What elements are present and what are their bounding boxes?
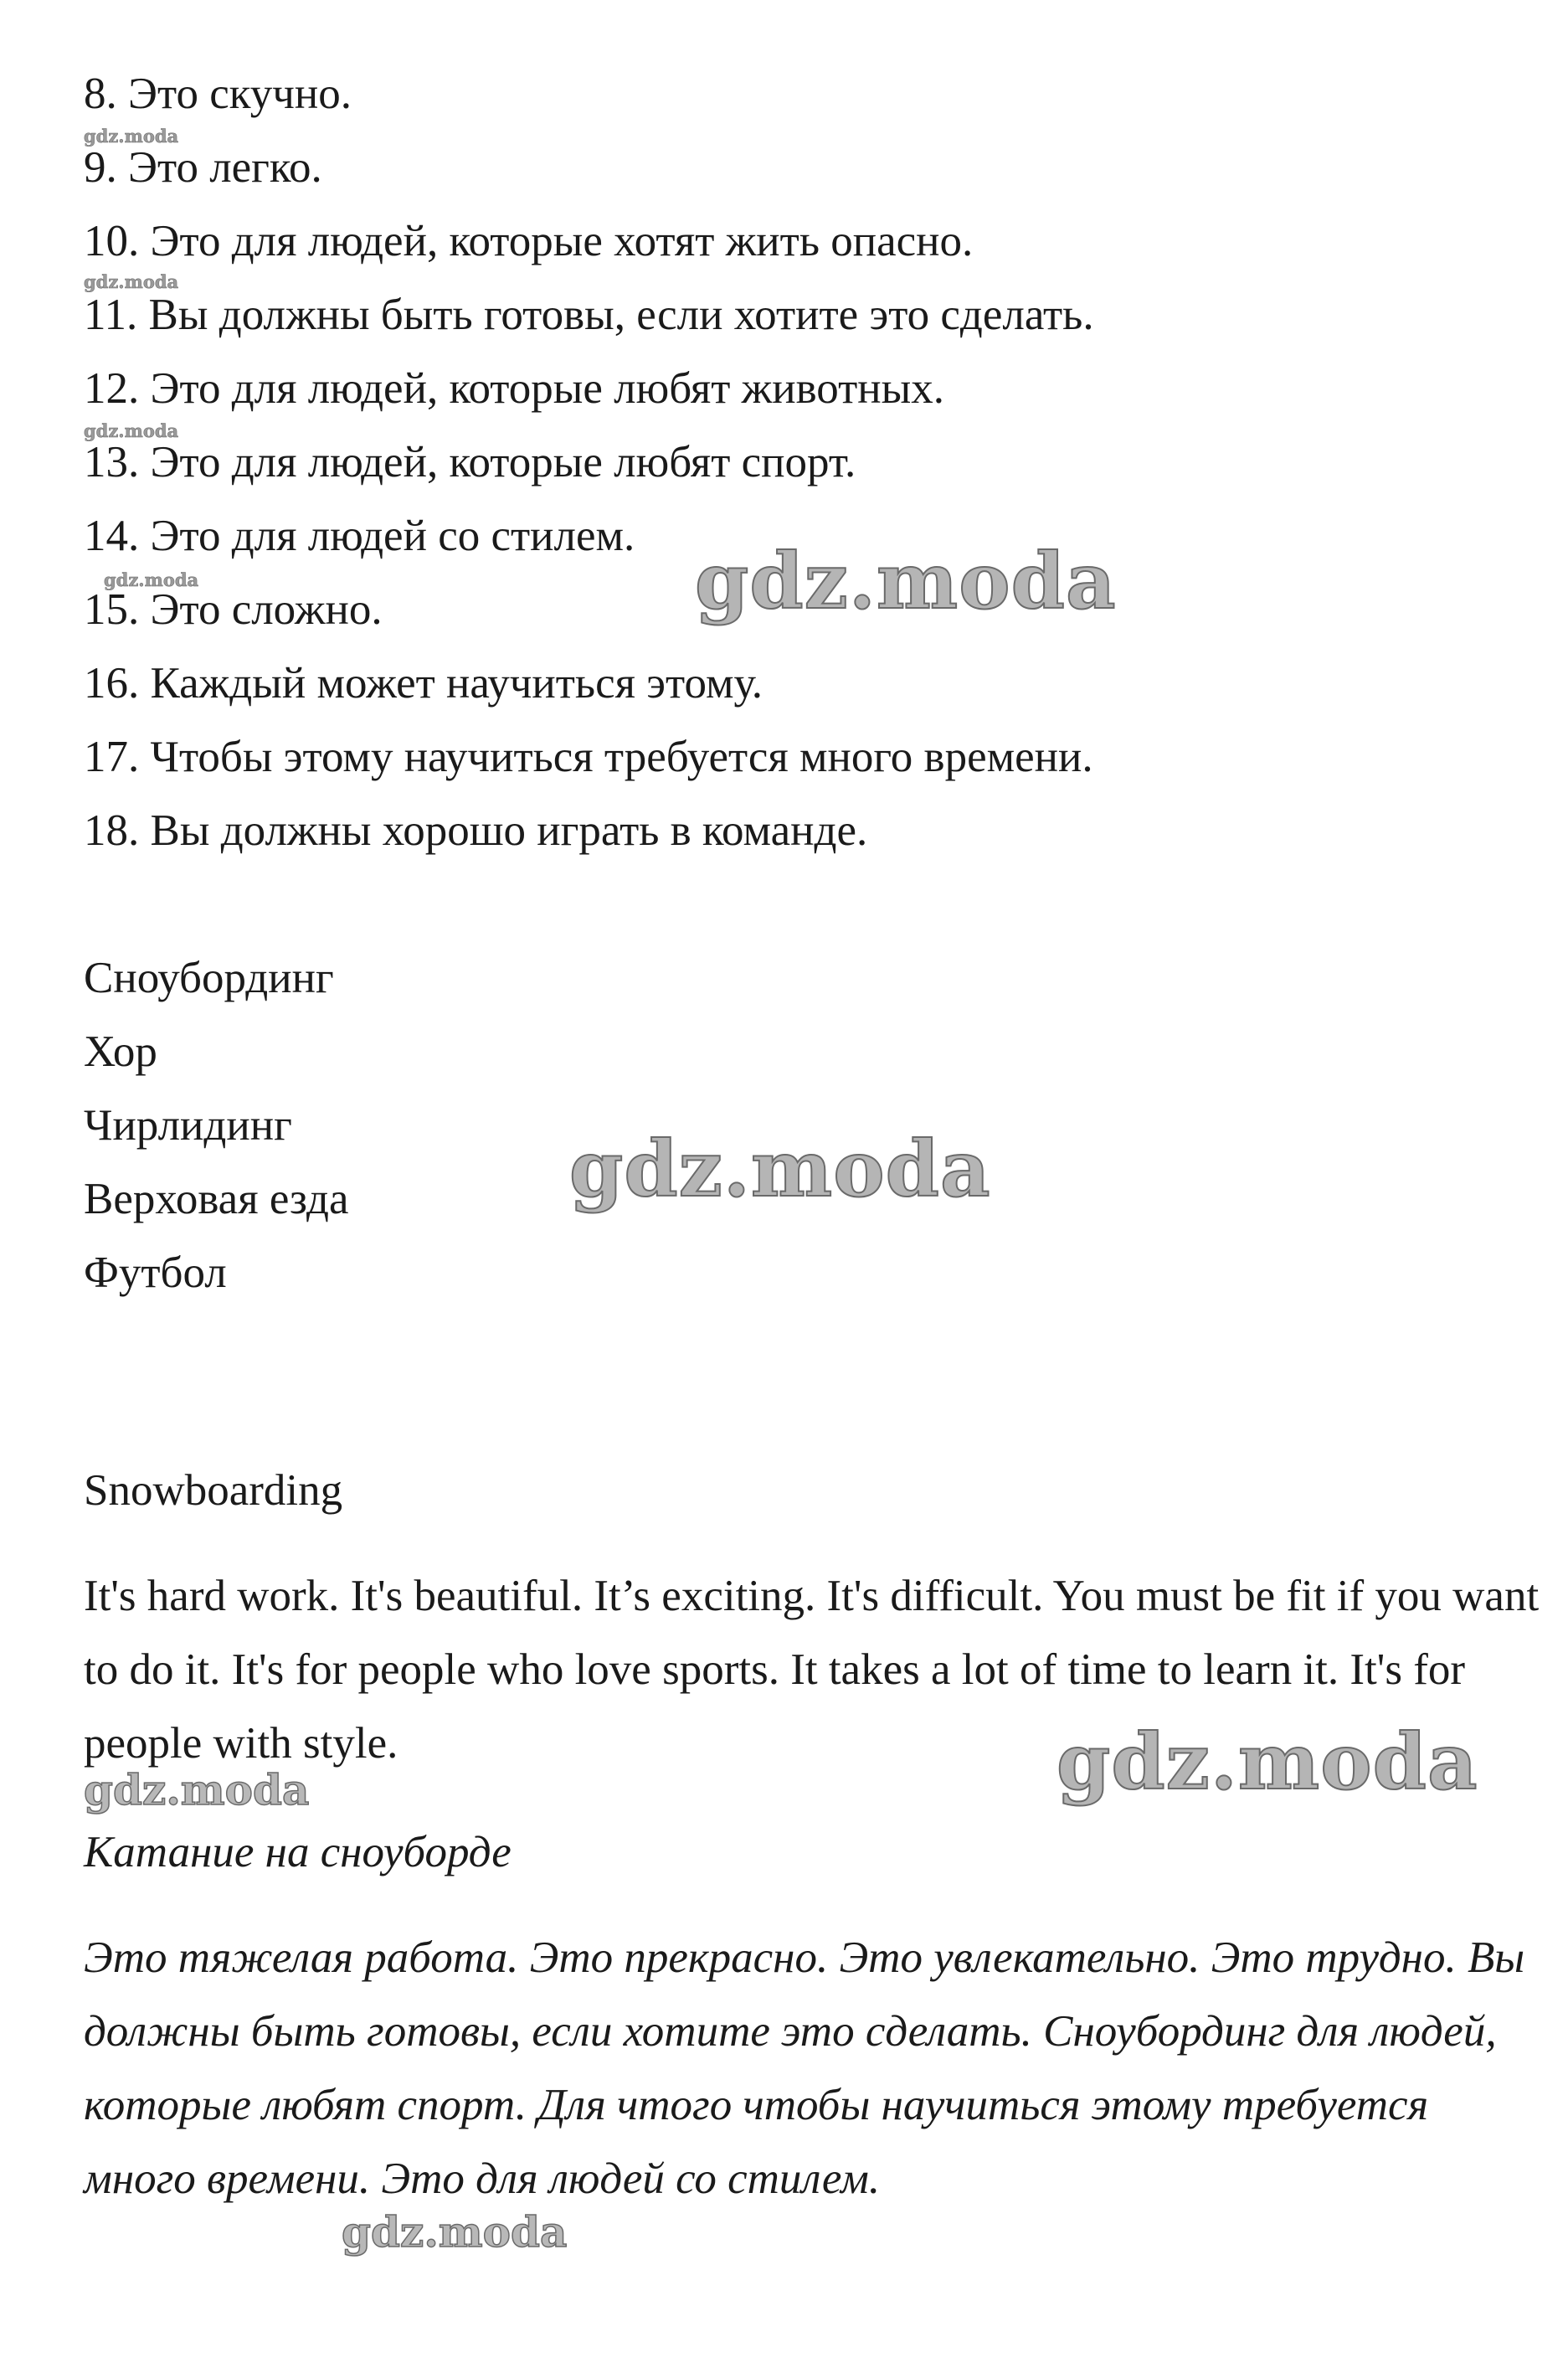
activity-item: Сноубординг — [84, 954, 334, 1002]
activity-item: Футбол — [84, 1248, 227, 1297]
watermark-medium: gdz.moda — [84, 1765, 310, 1814]
activity-item: Верховая езда — [84, 1175, 349, 1223]
list-item: 15. Это сложно. — [84, 585, 383, 634]
watermark-large: gdz.moda — [695, 536, 1117, 626]
watermark-large: gdz.moda — [569, 1124, 991, 1214]
watermark-large: gdz.moda — [1056, 1717, 1478, 1807]
translation-title: Катание на сноуборде — [84, 1828, 512, 1876]
watermark-small: gdz.moda — [84, 271, 179, 292]
list-item: 18. Вы должны хорошо играть в команде. — [84, 806, 868, 855]
list-item: 12. Это для людей, которые любят животных. — [84, 364, 944, 413]
watermark-small: gdz.moda — [84, 420, 179, 441]
watermark-small: gdz.moda — [104, 569, 199, 590]
list-item: 16. Каждый может научиться этому. — [84, 659, 763, 708]
list-item: 8. Это скучно. — [84, 69, 352, 118]
english-paragraph: It's hard work. It's beautiful. It’s exciting. It's difficult. You must be fit if you want to do it. It's for people who love sports. It takes a lot of time to learn it. It's for people with style. — [84, 1572, 1540, 1768]
list-item: 9. Это легко. — [84, 143, 322, 192]
activity-item: Чирлидинг — [84, 1101, 292, 1150]
list-item: 17. Чтобы этому научиться требуется много времени. — [84, 733, 1093, 781]
list-item: 14. Это для людей со стилем. — [84, 512, 635, 560]
watermark-small: gdz.moda — [84, 126, 179, 147]
list-item: 13. Это для людей, которые любят спорт. — [84, 438, 856, 486]
activity-item: Хор — [84, 1027, 157, 1076]
translation-paragraph: Это тяжелая работа. Это прекрасно. Это увлекательно. Это трудно. Вы должны быть готовы, если хотите это сделать. Сноубординг для людей, которые любят спорт. Для чтого чтобы научиться этому требуется много времени. Это для людей со стилем. — [84, 1933, 1525, 2203]
english-title: Snowboarding — [84, 1466, 343, 1515]
watermark-medium: gdz.moda — [342, 2207, 568, 2257]
list-item: 10. Это для людей, которые хотят жить опасно. — [84, 217, 974, 265]
list-item: 11. Вы должны быть готовы, если хотите это сделать. — [84, 291, 1094, 339]
